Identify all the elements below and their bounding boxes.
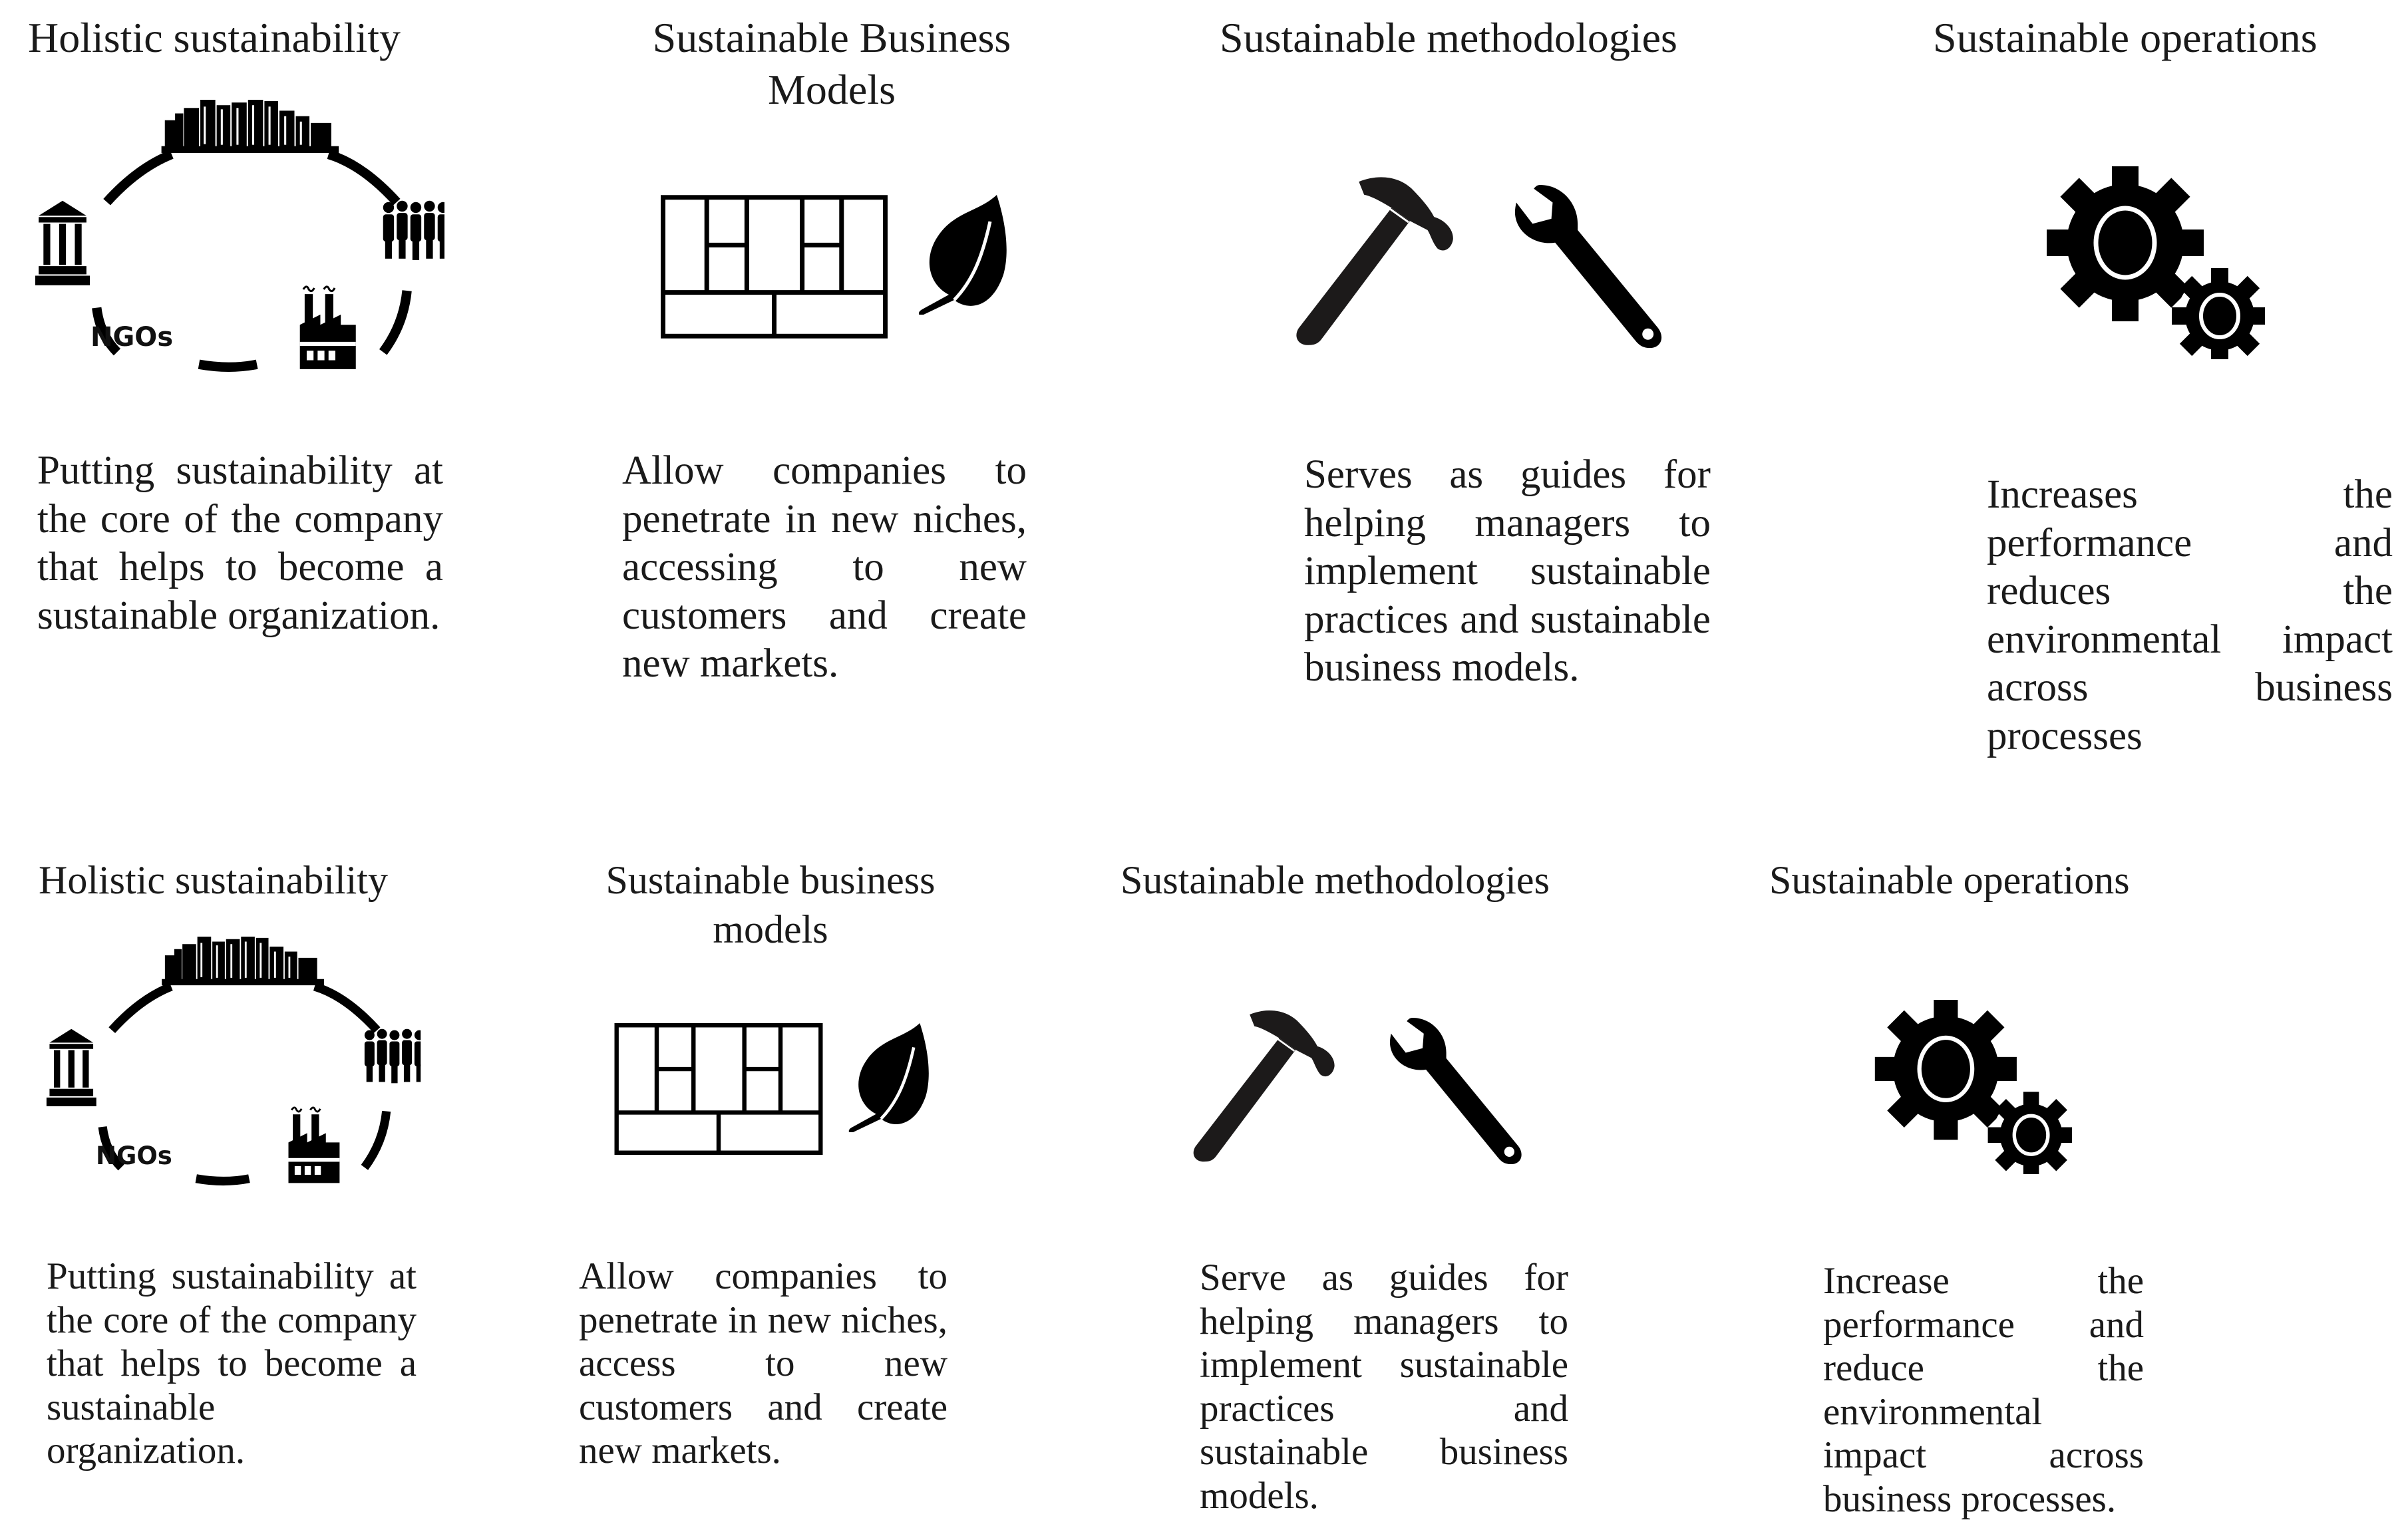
business-model-canvas-icon [614, 1023, 823, 1155]
wrench-icon [1386, 1018, 1529, 1164]
column-title-operations: Sustainable operations [1769, 858, 2130, 902]
stakeholder-cycle-icon [19, 100, 461, 373]
column-title-holistic: Holistic sustainability [28, 14, 401, 61]
hammer-icon [1293, 176, 1483, 347]
column-description-business-models: Allow companies to penetrate in new niches, accessing to new customers and create new markets. [622, 448, 1027, 686]
column-description-operations: Increases the performance and reduces the environmental impact across business processes [1987, 472, 2393, 758]
column-title-holistic: Holistic sustainability [39, 858, 388, 902]
column-title-methodologies: Sustainable methodologies [1220, 14, 1677, 61]
business-model-canvas-icon [661, 195, 888, 339]
column-description-methodologies: Serve as guides for helping managers to implement sustainable practices and sustainable business models. [1200, 1257, 1568, 1517]
column-title-methodologies: Sustainable methodologies [1120, 858, 1550, 902]
gears-icon [2045, 166, 2265, 359]
column-title-operations: Sustainable operations [1933, 14, 2318, 61]
column-title-business-models: Sustainable business models [605, 858, 936, 951]
column-title-business-models: Sustainable Business Models [652, 14, 1011, 113]
column-description-holistic: Putting sustainability at the core of the company that helps to become a sustainable organization. [37, 448, 443, 638]
wrench-icon [1512, 185, 1669, 348]
column-description-operations: Increase the performance and reduce the environmental impact across business processes. [1823, 1260, 2144, 1520]
leaf-icon [916, 195, 1009, 315]
stakeholder-cycle-icon [31, 937, 436, 1186]
ngos-label: NGOs [90, 322, 174, 353]
gears-icon [1874, 1000, 2072, 1174]
column-description-business-models: Allow companies to penetrate in new niches, access to new customers and create new markets. [579, 1255, 947, 1471]
ngos-label: NGOs [96, 1142, 172, 1170]
leaf-icon [846, 1023, 931, 1132]
column-description-holistic: Putting sustainability at the core of the company that helps to become a sustainable organization. [47, 1255, 417, 1471]
column-description-methodologies: Serves as guides for helping managers to implement sustainable practices and sustainable business models. [1304, 452, 1711, 690]
hammer-icon [1190, 1010, 1362, 1163]
